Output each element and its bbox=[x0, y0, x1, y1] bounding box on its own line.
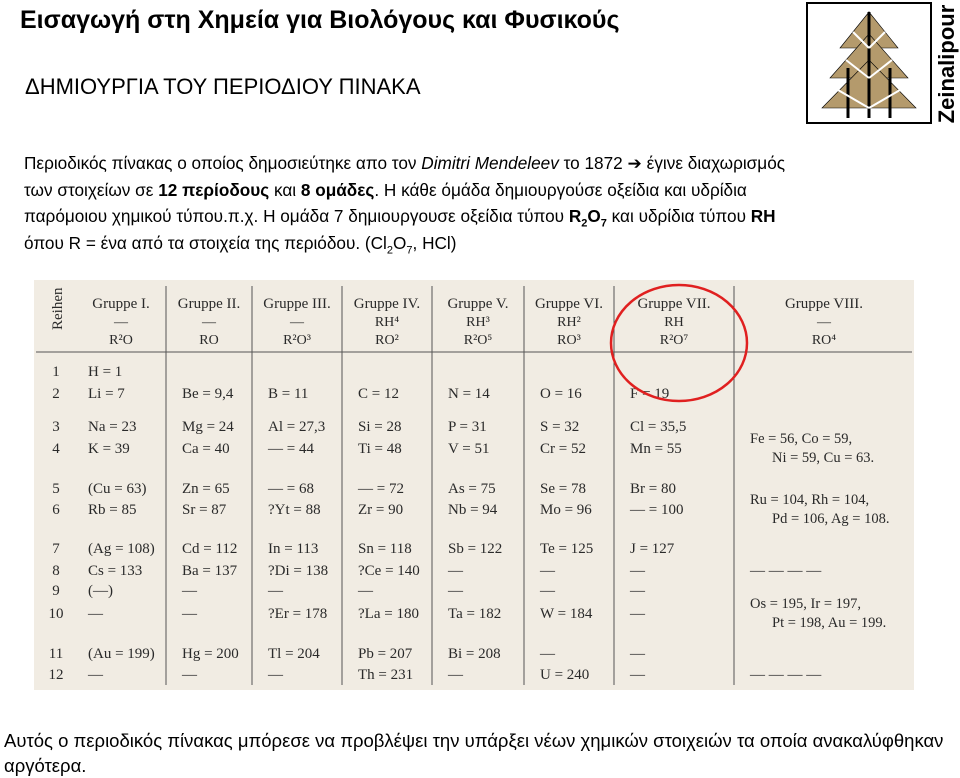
table-cell: — = 44 bbox=[268, 441, 314, 457]
table-cell: (—) bbox=[88, 583, 113, 599]
reihen-label: Reihen bbox=[50, 287, 66, 330]
table-cell: F = 19 bbox=[630, 386, 670, 402]
table-cell: Os = 195, Ir = 197, bbox=[750, 596, 862, 612]
table-cell: — bbox=[540, 583, 555, 599]
table-cell: — bbox=[182, 667, 197, 683]
table-cell: (Au = 199) bbox=[88, 646, 155, 662]
table-cell: Cl = 35,5 bbox=[630, 419, 687, 435]
table-cell: — bbox=[630, 646, 645, 662]
table-cell: Ni = 59, Cu = 63. bbox=[772, 450, 875, 466]
row-number: 2 bbox=[52, 386, 60, 402]
table-cell: — bbox=[88, 667, 103, 683]
table-cell: Zn = 65 bbox=[182, 481, 230, 497]
table-cell: Zr = 90 bbox=[358, 502, 404, 518]
group-oxide: RO bbox=[199, 333, 219, 348]
table-cell: — = 68 bbox=[268, 481, 314, 497]
table-cell: — — — — bbox=[750, 563, 822, 579]
page-title: Εισαγωγή στη Χημεία για Βιολόγους και Φυσικούς bbox=[20, 6, 620, 34]
group-hydride: RH bbox=[664, 315, 684, 330]
table-cell: — = 72 bbox=[358, 481, 404, 497]
group-oxide: R²O³ bbox=[283, 333, 311, 348]
table-cell: J = 127 bbox=[630, 541, 675, 557]
table-cell: — bbox=[630, 606, 645, 622]
table-cell: Fe = 56, Co = 59, bbox=[750, 431, 853, 447]
table-cell: Ru = 104, Rh = 104, bbox=[750, 492, 870, 508]
mendeleev-table-scan bbox=[34, 280, 914, 690]
group-header: Gruppe V. bbox=[447, 296, 509, 312]
table-cell: (Ag = 108) bbox=[88, 541, 155, 557]
table-cell: Pd = 106, Ag = 108. bbox=[772, 511, 890, 527]
table-cell: — = 100 bbox=[630, 502, 684, 518]
table-cell: Sn = 118 bbox=[358, 541, 412, 557]
group-oxide: RO² bbox=[375, 333, 399, 348]
table-cell: Rb = 85 bbox=[88, 502, 137, 518]
footer-text: Αυτός ο περιοδικός πίνακας μπόρεσε να προβλέψει την υπάρξει νέων χημικών στοιχειών τα οποία ανακαλύφθηκαν αργότερα. bbox=[4, 730, 944, 776]
row-number: 1 bbox=[52, 364, 60, 380]
table-cell: — bbox=[630, 563, 645, 579]
table-cell: — bbox=[448, 583, 463, 599]
group-header: Gruppe II. bbox=[177, 296, 241, 312]
row-number: 10 bbox=[48, 606, 64, 622]
table-cell: Ta = 182 bbox=[448, 606, 502, 622]
table-cell: Bi = 208 bbox=[448, 646, 501, 662]
group-oxide: R²O bbox=[109, 333, 133, 348]
row-number: 7 bbox=[52, 541, 60, 557]
table-cell: Br = 80 bbox=[630, 481, 676, 497]
table-cell: Th = 231 bbox=[358, 667, 414, 683]
group-header: Gruppe VI. bbox=[534, 296, 604, 312]
table-cell: — bbox=[358, 583, 373, 599]
table-cell: P = 31 bbox=[448, 419, 487, 435]
table-cell: Ca = 40 bbox=[182, 441, 230, 457]
table-cell: Mg = 24 bbox=[182, 419, 234, 435]
arrow-icon: ➔ bbox=[627, 153, 642, 173]
table-cell: Sb = 122 bbox=[448, 541, 503, 557]
group-header: Gruppe III. bbox=[263, 296, 331, 312]
table-cell: C = 12 bbox=[358, 386, 399, 402]
table-cell: S = 32 bbox=[540, 419, 580, 435]
table-cell: — bbox=[182, 606, 197, 622]
table-cell: Ba = 137 bbox=[182, 563, 238, 579]
table-cell: W = 184 bbox=[540, 606, 593, 622]
table-cell: O = 16 bbox=[540, 386, 582, 402]
table-cell: — bbox=[268, 667, 283, 683]
group-oxide: R²O⁵ bbox=[463, 333, 493, 348]
table-cell: ?Yt = 88 bbox=[268, 502, 321, 518]
group-hydride: — bbox=[202, 315, 216, 330]
logo-tree-icon bbox=[806, 2, 932, 124]
table-cell: Se = 78 bbox=[540, 481, 586, 497]
group-hydride: — bbox=[817, 315, 831, 330]
table-cell: Li = 7 bbox=[88, 386, 125, 402]
group-header: Gruppe I. bbox=[92, 296, 150, 312]
table-cell: Cr = 52 bbox=[540, 441, 586, 457]
group-header: Gruppe VII. bbox=[637, 296, 711, 312]
group-hydride: RH² bbox=[557, 315, 581, 330]
page-subtitle: ΔΗΜΙΟΥΡΓΙΑ ΤΟΥ ΠΕΡΙΟΔΙΟΥ ΠΙΝΑΚΑ bbox=[25, 74, 421, 99]
table-cell: Hg = 200 bbox=[182, 646, 239, 662]
table-cell: Nb = 94 bbox=[448, 502, 498, 518]
table-cell: Tl = 204 bbox=[268, 646, 320, 662]
group-hydride: RH⁴ bbox=[374, 315, 400, 330]
table-cell: — bbox=[448, 563, 463, 579]
table-cell: (Cu = 63) bbox=[88, 481, 147, 497]
table-cell: Pt = 198, Au = 199. bbox=[772, 615, 887, 631]
table-cell: — bbox=[540, 563, 555, 579]
group-oxide: RO⁴ bbox=[811, 333, 837, 348]
row-number: 6 bbox=[52, 502, 60, 518]
table-cell: H = 1 bbox=[88, 364, 123, 380]
table-cell: — bbox=[630, 667, 645, 683]
table-cell: Mo = 96 bbox=[540, 502, 592, 518]
row-number: 3 bbox=[52, 419, 60, 435]
row-number: 4 bbox=[52, 441, 60, 457]
group-header: Gruppe IV. bbox=[353, 296, 421, 312]
table-cell: — bbox=[540, 646, 555, 662]
table-cell: Al = 27,3 bbox=[268, 419, 326, 435]
group-oxide: R²O⁷ bbox=[659, 333, 689, 348]
table-cell: Cs = 133 bbox=[88, 563, 143, 579]
table-cell: V = 51 bbox=[448, 441, 490, 457]
table-cell: As = 75 bbox=[448, 481, 496, 497]
table-cell: In = 113 bbox=[268, 541, 319, 557]
group-hydride: RH³ bbox=[466, 315, 490, 330]
table-cell: — bbox=[630, 583, 645, 599]
table-cell: N = 14 bbox=[448, 386, 490, 402]
table-cell: Sr = 87 bbox=[182, 502, 227, 518]
group-header: Gruppe VIII. bbox=[784, 296, 864, 312]
table-cell: Cd = 112 bbox=[182, 541, 238, 557]
table-cell: Si = 28 bbox=[358, 419, 402, 435]
table-cell: Pb = 207 bbox=[358, 646, 413, 662]
logo-text: Zeinalipour bbox=[934, 4, 959, 124]
table-cell: Te = 125 bbox=[540, 541, 594, 557]
table-cell: ?Di = 138 bbox=[268, 563, 329, 579]
table-cell: — — — — bbox=[750, 667, 822, 683]
group-hydride: — bbox=[114, 315, 128, 330]
table-cell: — bbox=[182, 583, 197, 599]
row-number: 9 bbox=[52, 583, 60, 599]
table-cell: — bbox=[448, 667, 463, 683]
intro-paragraph: Περιοδικός πίνακας ο οποίος δημοσιεύτηκε απο τον Dimitri Mendeleev το 1872 ➔ έγινε διαχωρισμός των στοιχείων σε 12 περίοδους και 8 ομάδες. Η κάθε όμάδα δημιουργούσε οξείδια και υδρίδια παρόμοιου χημικού τύπου.π.χ. Η ομάδα 7 δημιουργουσε οξείδια τύπου $R_2O_7$ και υδρίδια τύπου RH όπου R = ένα από τα στοιχεία της περιόδου. ($Cl_2O_7$, HCl) bbox=[24, 153, 786, 256]
row-number: 5 bbox=[52, 481, 60, 497]
table-cell: Be = 9,4 bbox=[182, 386, 234, 402]
table-cell: K = 39 bbox=[88, 441, 130, 457]
table-cell: U = 240 bbox=[540, 667, 590, 683]
table-cell: — bbox=[88, 606, 103, 622]
table-cell: ?Er = 178 bbox=[268, 606, 328, 622]
table-cell: ?La = 180 bbox=[358, 606, 419, 622]
table-cell: Mn = 55 bbox=[630, 441, 682, 457]
table-cell: B = 11 bbox=[268, 386, 309, 402]
row-number: 11 bbox=[48, 646, 64, 662]
table-cell: — bbox=[268, 583, 283, 599]
row-number: 8 bbox=[52, 563, 60, 579]
table-cell: Ti = 48 bbox=[358, 441, 402, 457]
group-oxide: RO³ bbox=[557, 333, 581, 348]
table-cell: Na = 23 bbox=[88, 419, 137, 435]
row-number: 12 bbox=[48, 667, 64, 683]
table-cell: ?Ce = 140 bbox=[358, 563, 420, 579]
group-hydride: — bbox=[290, 315, 304, 330]
